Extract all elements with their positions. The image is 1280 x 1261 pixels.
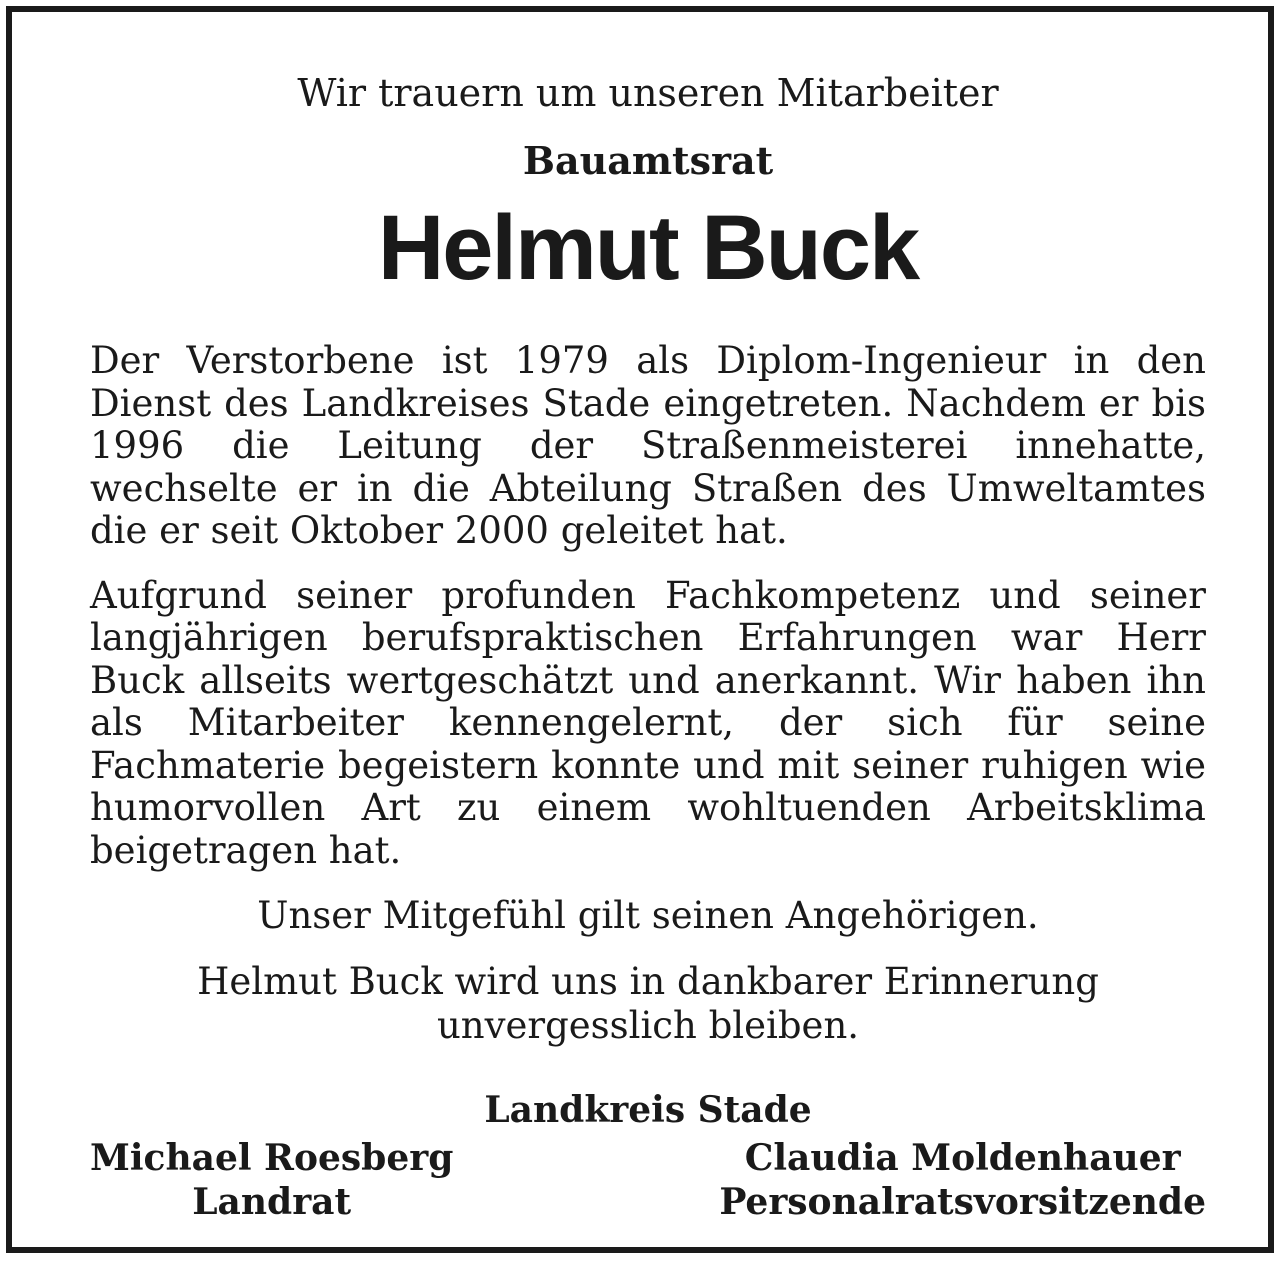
signer-left-name: Michael Roesberg — [90, 1137, 454, 1179]
obituary-frame — [6, 6, 1274, 1253]
memory-line-1: Helmut Buck wird uns in dankbarer Erinnerung — [197, 960, 1099, 1003]
organization-name: Landkreis Stade — [484, 1089, 812, 1131]
signer-right — [719, 1136, 1206, 1224]
memory-line-2: unvergesslich bleiben. — [436, 1004, 860, 1047]
intro-line: Wir trauern um unseren Mitarbeiter — [297, 71, 999, 115]
signer-left — [90, 1136, 453, 1224]
obituary-content — [90, 64, 1206, 1224]
memory-statement — [90, 960, 1206, 1048]
signatories — [90, 1136, 1206, 1224]
sympathy-line: Unser Mitgefühl gilt seinen Angehörigen. — [257, 894, 1039, 937]
signer-left-title: Landrat — [192, 1181, 352, 1223]
tribute-paragraph: Aufgrund seiner profunden Fachkompetenz und seiner langjährigen berufspraktischen Erfahrungen war Herr Buck allseits wertgeschätzt und anerkannt. Wir haben ihn als Mitarbeiter kennengelernt, der sich für seine Fachmaterie begeistern konnte und mit seiner ruhigen wie humorvollen Art zu einem wohltuenden Arbeitsklima beigetragen hat. — [90, 573, 1206, 872]
biography-paragraph: Der Verstorbene ist 1979 als Diplom-Ingenieur in den Dienst des Landkreises Stade eingetreten. Nachdem er bis 1996 die Leitung der Straßenmeisterei innehatte, wechselte er in die Abteilung Straßen des Umweltamtes die er seit Oktober 2000 geleitet hat. — [90, 339, 1206, 552]
signer-right-title: Personalratsvorsitzende — [719, 1181, 1206, 1223]
signer-right-name: Claudia Moldenhauer — [744, 1137, 1181, 1179]
deceased-name: Helmut Buck — [377, 197, 919, 299]
deceased-rank: Bauamtsrat — [522, 138, 774, 183]
